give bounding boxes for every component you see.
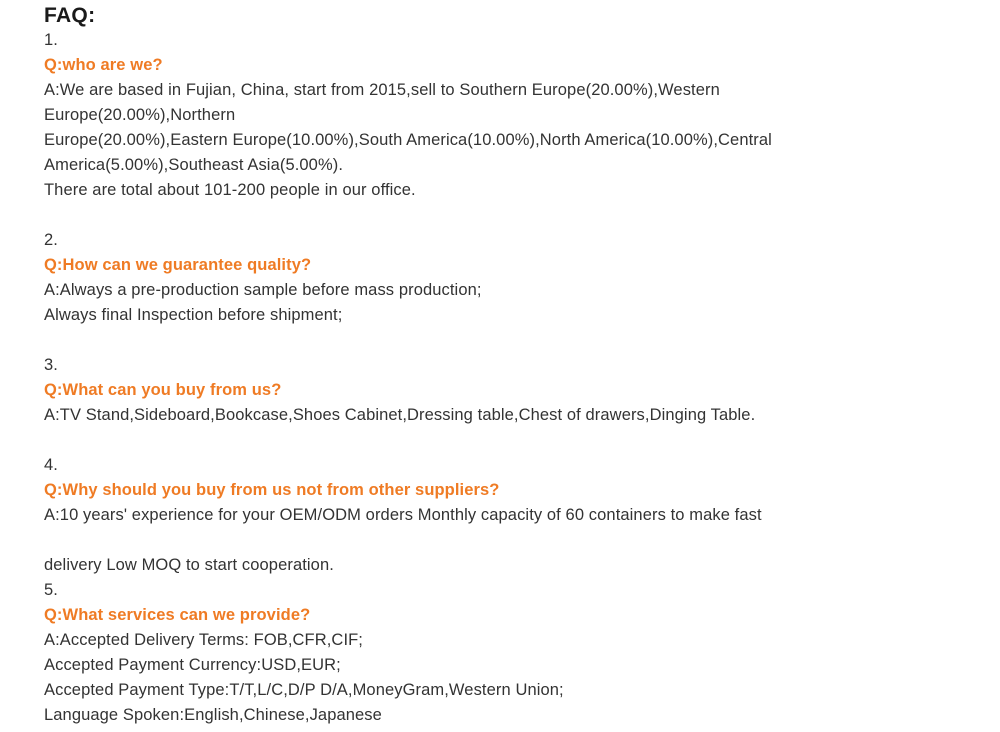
faq-answer-line: Accepted Payment Type:T/T,L/C,D/P D/A,MoneyGram,Western Union; bbox=[44, 681, 564, 699]
blank-line bbox=[44, 528, 980, 553]
faq-answer-line: Language Spoken:English,Chinese,Japanese bbox=[44, 706, 382, 724]
faq-item-number: 3. bbox=[44, 356, 58, 374]
faq-item-number: 2. bbox=[44, 231, 58, 249]
faq-answer-line: America(5.00%),Southeast Asia(5.00%). bbox=[44, 156, 344, 174]
faq-answer-line: A:TV Stand,Sideboard,Bookcase,Shoes Cabinet,Dressing table,Chest of drawers,Dinging Table. bbox=[44, 406, 756, 424]
faq-content bbox=[44, 28, 980, 728]
faq-question: Q:How can we guarantee quality? bbox=[44, 256, 312, 274]
section-gap bbox=[44, 328, 980, 353]
faq-question: Q:Why should you buy from us not from other suppliers? bbox=[44, 481, 500, 499]
faq-answer-line: A:We are based in Fujian, China, start from 2015,sell to Southern Europe(20.00%),Western bbox=[44, 81, 720, 99]
section-gap bbox=[44, 203, 980, 228]
faq-heading: FAQ: bbox=[44, 4, 96, 27]
faq-item-number: 1. bbox=[44, 31, 58, 49]
faq-answer-line: A:Accepted Delivery Terms: FOB,CFR,CIF; bbox=[44, 631, 363, 649]
faq-answer-line: Europe(20.00%),Northern bbox=[44, 106, 236, 124]
faq-answer-line: Europe(20.00%),Eastern Europe(10.00%),South America(10.00%),North America(10.00%),Central bbox=[44, 131, 772, 149]
faq-answer-line: Always final Inspection before shipment; bbox=[44, 306, 343, 324]
section-gap bbox=[44, 428, 980, 453]
faq-question: Q:who are we? bbox=[44, 56, 163, 74]
faq-item-number: 5. bbox=[44, 581, 58, 599]
faq-question: Q:What services can we provide? bbox=[44, 606, 311, 624]
faq-item-number: 4. bbox=[44, 456, 58, 474]
faq-answer-line: A:Always a pre-production sample before mass production; bbox=[44, 281, 482, 299]
faq-question: Q:What can you buy from us? bbox=[44, 381, 282, 399]
faq-answer-line: There are total about 101-200 people in our office. bbox=[44, 181, 416, 199]
faq-answer-line: Accepted Payment Currency:USD,EUR; bbox=[44, 656, 341, 674]
faq-answer-line: A:10 years' experience for your OEM/ODM orders Monthly capacity of 60 containers to make fast bbox=[44, 506, 762, 524]
faq-answer-line: delivery Low MOQ to start cooperation. bbox=[44, 556, 334, 574]
